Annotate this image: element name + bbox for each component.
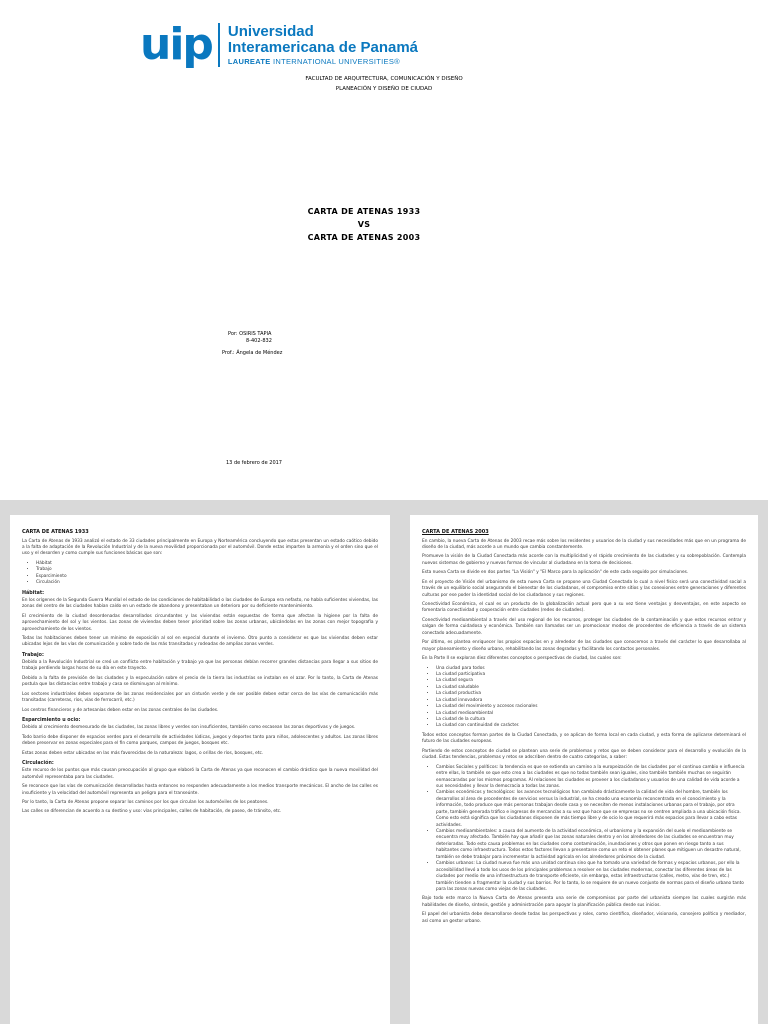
section-heading: CARTA DE ATENAS 2003 (422, 529, 489, 535)
paragraph: Conectividad Económica, el cual es un producto de la globalización actual pero que a su vez tiene ventajas y desventajas, en este aspecto se fomentaría conectividad y cooperación entre ciudades (redes de ciudades). (422, 602, 746, 614)
logo-line-3 (228, 58, 418, 66)
subheading-habitat: Hábitat: (22, 590, 45, 596)
paragraph: Por lo tanto, la Carta de Atenas propone separar los caminos por los que circulan los automóviles de los peatones. (22, 799, 269, 805)
subheading-circulacion: Circulación: (22, 761, 54, 766)
section-heading: CARTA DE ATENAS 1933 (22, 529, 89, 535)
list-item: • Cambios medioambientales: a causa del aumento de la actividad económica, el urbanismo y la expansión del suelo el medioambiente se encuentra muy afectado. También hay que añadir que las zonas naturales dentro y en los alrededores de las ciudades se encuentran muy deterioradas. Todo esto causa problemas en las ciudades como contaminación, inundaciones y otros que ponen en riesgo tanto a sus habitantes como infraestructura. Todos estos factores llevan a presentarse como un reto el obtener planes que mitiguen un desastre natural, también se debe trabajar para incrementar la actividad agrícola en los alrededores próximos de la ciudad. (436, 829, 746, 861)
paragraph: Debido a la Revolución Industrial se creó un conflicto entre habitación y trabajo ya que las personas debían recorrer grandes distancias para llegar a sus sitios de trabajo perdiendo largas horas de su día en este trayecto. (22, 660, 378, 672)
list-item: • La ciudad participativa (436, 672, 746, 678)
logo-line-1: Universidad (227, 22, 314, 40)
list-item: • Hábitat (36, 561, 378, 567)
list-item: • La ciudad saludable (436, 685, 746, 691)
paragraph: Todas las habitaciones deben tener un mínimo de exposición al sol en especial durante el invierno. Otro punto a considerar es que las viviendas deben estar ubicadas lejos de las vías de comunicación y sobre todo de las más transitadas y rodeadas de amplias zonas verdes. (22, 635, 378, 648)
program-name: PLANEACIÓN Y DISEÑO DE CIUDAD (335, 86, 433, 92)
cover-page (0, 0, 768, 500)
paragraph: En los orígenes de la Segunda Guerra Mundial el estado de las condiciones de habitabilidad o las ciudades de Europa era nefasto, no había suficientes viviendas, las zonas del centro de las ciudades habían caído en un estado de abandono y presentaban un deterioro por su deficiente mantenimiento. (22, 597, 378, 610)
faculty-name: FACULTAD DE ARQUITECTURA, COMUNICACIÓN Y DISEÑO (305, 76, 463, 82)
list-item: • Una ciudad para todos (436, 666, 746, 672)
paragraph: Por último, es plantea enriquecer los propios espacios en y alrededor de las ciudades que conocemos a través del carácter lo que desarrollaba al mayor planeamiento y diseño urbano, rehabilitando las zonas degradas y facilitando los contactos personales. (422, 640, 746, 652)
list-item: • Cambios urbanos: La ciudad nueva fue más una unidad continua sino que ha tomado una variedad de formas y espacios urbanos, por ello la accesibilidad llevó a todo los usos de los principales problemas a resolver en las ciudades modernas, conectar las diferentes áreas de las ciudades por medio de una infraestructura de transporte eficiente, sin embargo, estas infraestructuras (calles, metro, vías de tren, etc.) también tienden a fragmentar la ciudad y sus barrios. Por lo tanto, lo se requiere de un nuevo conjunto de normas para el diseño urbano tanto para las zonas nuevas como viejas de las ciudades. (436, 861, 746, 893)
paragraph: Estas zonas deben estar ubicadas en las más favorecidas de la naturaleza: lagos, o orillas de ríos, bosques, etc. (22, 750, 264, 756)
paragraph: Se reconoce que las vías de comunicación desarrolladas hasta entonces no responden adecuadamente a los medios transporte mecánicos. El ancho de las calles es insuficiente y la velocidad del automóvil representa un peligro para el transeúnte. (22, 784, 378, 796)
list-item: • Circulación (36, 580, 378, 586)
paragraph: En cambio, la nueva Carta de Atenas de 2003 recae más sobre los residentes y usuarios de la ciudad y sus necesidades más que en un programa de diseño de la ciudad, más acorde a un mundo que cambia constantemente. (422, 538, 746, 550)
paragraph: Esta nueva Carta se divide en dos partes "La Visión" y "El Marco para la aplicación" de este cada seguido por simulaciones. (422, 570, 689, 576)
list-item: • La ciudad de la cultura (436, 717, 746, 723)
logo-divider (218, 23, 220, 67)
subheading-esparcimiento: Esparcimiento u ocio: (22, 718, 81, 724)
title-line-2: VS (357, 220, 371, 229)
paragraph: Este recurso de los puntos que más causan preocupación al grupo que elaboró la Carta de Atenas ya que reconocen el cambio drástico que la nueva movilidad del automóvil representaba para las ciudades. (22, 768, 378, 780)
list-item: • Esparcimiento (36, 574, 378, 580)
paragraph: La Carta de Atenas de 1933 analizó el estado de 33 ciudades principalmente en Europa y Norteamérica concluyendo que estas presentan un estado caótico debido a la falta de adaptación de la Revolución Industrial y de la nueva movilidad proporcionada por el automóvil. Donde estas imparten la armonía y el orden sino que el uso y el desorden y como cumple sus funciones básicas que son: (22, 538, 378, 557)
list-item: • La ciudad con continuidad de carácter. (436, 723, 746, 729)
paragraph: Conectividad medioambiental a través del uso regional de los recursos, proteger las ciudades de la contaminación y que estos recursos entrar y salgan de forma cuidadosa y económica. También son llamados ser un promocionar modos de procedentes de eficiencia a través de un sistema conectado adecuadamente. (422, 617, 746, 636)
list-item: • La ciudad del movimiento y accesos racionales (436, 704, 746, 710)
logo-text (228, 24, 418, 66)
author-name: Por: OSIRIS TAPIA (228, 331, 272, 337)
changes-list (436, 765, 746, 894)
subheading-trabajo: Trabajo: (22, 652, 44, 658)
title-line-1: CARTA DE ATENAS 1933 (307, 207, 421, 216)
professor-name: Prof.: Ángela de Méndez (222, 350, 283, 356)
list-item: • La ciudad innovadora (436, 698, 746, 704)
student-id: 8-402-832 (246, 338, 272, 344)
paragraph: El papel del urbanista debe desarrollarse desde todas las perspectivas y roles, como científico, diseñador, visionario, consejero político y mediador, así como un gestor urbano. (422, 912, 746, 924)
paragraph: El crecimiento de la ciudad desordenadas desarrollados circundantes y las viviendas están expuestas de forma que afectan la higiene por la falta de aprovechamiento del sol y los vientos. Las zonas de viviendas deben tener prioridad sobre las zonas urbanas, ubicándolas en las zonas con mejor topografía y aprovechamiento de los vientos. (22, 613, 378, 632)
paragraph: Debido a la falta de previsión de las ciudades y la especulación sobre el precio de la tierra las industrias se instalan en el azar. Por lo tanto, la Carta de Atenas postula que las distancias entre trabajo y casa se disminuyan al mínimo. (22, 675, 378, 688)
paragraph: Todo barrio debe disponer de espacios verdes para el desarrollo de actividades lúdicas, juegos y deportes tanto para niños, adolescentes y adultos. Las zonas libres deben preservar en zonas especiales para el fin como parques, campos de juegos, bosques etc. (22, 734, 378, 747)
list-item: • La ciudad productiva (436, 691, 746, 697)
paragraph: En la Parte II se exploran diez diferentes conceptos o perspectivas de ciudad, las cuales son: (422, 656, 622, 662)
paragraph: En el proyecto de Visión del urbanismo de esta nueva Carta se propone una Ciudad Conectada lo cual a nivel físico será una conectividad social a través de un equilibrio social asegurando el bienestar de los ciudadanos, el compromiso entre sitios y las conexiones entre generaciones y diferentes culturas por ese poder la identidad social de los ciudadanos y sus regiones. (422, 579, 746, 598)
paragraph: Los centros financieros y de artesanías deben estar en las zonas centrales de las ciudades. (22, 707, 219, 713)
paragraph: Los sectores industriales deben separarse de las zonas residenciales por un cinturón verde y de ser posible deben estar cerca de las vías de comunicación más transitadas (carreteras, ríos, vías de ferrocarril, etc.) (22, 691, 378, 704)
logo-mark: uip (140, 19, 212, 70)
submission-date: 13 de febrero de 2017 (226, 460, 282, 466)
paragraph: Bajo todo este marco la Nueva Carta de Atenas presenta una serie de compromisos por parte del urbanista siempre las cuales surgirán más habilidades de diseño, síntesis, gestión y administración para apoyar la planificación pública desde sus inicios. (422, 896, 746, 908)
paragraph: Todos estos conceptos forman partes de la Ciudad Conectada, y se aplican de forma local en cada ciudad, y esta forma de aplicarse determinará el futuro de las ciudades europeas. (422, 732, 746, 745)
page-carta-1933 (10, 515, 390, 1024)
list-item: • Trabajo (36, 567, 378, 573)
page-carta-2003 (410, 515, 758, 1024)
paragraph: Promueve la visión de la Ciudad Conectada más acorde con la multiplicidad y el rápido crecimiento de las ciudades y su sobrepoblación. Contempla nuevos sistemas de gobierno y nuevas formas de vincular al ciudadano en la toma de decisiones. (422, 554, 746, 566)
logo-network: INTERNATIONAL UNIVERSITIES® (270, 57, 400, 67)
list-item: • La ciudad segura (436, 678, 746, 684)
paragraph: Debido al crecimiento desmesurado de las ciudades, las zonas libres y verdes son insuficientes, también como escasean las zonas deportivas y de juegos. (22, 725, 356, 731)
paragraph: Las calles se diferencian de acuerdo a su destino y uso: vías principales, calles de habitación, de paseo, de tránsito, etc. (22, 809, 282, 815)
paragraph: Partiendo de estos conceptos de ciudad se plantean una serie de problemas y retos que se deben considerar para el desarrollo y evolución de la ciudad. Estas tendencias, problemas y retos se adscriben dentro de cuatro categorías, a saber: (422, 748, 746, 761)
city-concepts-list (436, 666, 746, 730)
list-item: • Cambios económicos y tecnológicos: los avances tecnológicos han cambiado drásticamente la calidad de vida del hombre, también los desarrollos al área de procedentes de servicios versus la industrial, se ha creado una economía reconcentrada en el conocimiento y la información, todo produce que más personas trabajan desde casa y se necesiten de menos instalaciones urbanas para el trabajo, por otra parte, también generada tráfico e ingresos de mercancías a su vez que hace que se empresas no se centren ampliada a una ubicación física. Como esto está significa que los ciudadanos disponen de más tiempo libre y de ocio lo que requerirá más espacios para llevar a cabo estas actividades. (436, 790, 746, 829)
functions-list (36, 561, 378, 587)
title-line-3: CARTA DE ATENAS 2003 (307, 233, 421, 242)
list-item: • Cambios Sociales y políticos: la tendencia es que se extienda un camino a la europeización de las ciudades por el continuo cambio e influencia entre ellas, lo también se que esto crea a las ciudades es que no todas también sean iguales, sino también también muchas se seguirán enmascaradas por los mismos programas. Al relaciones las ciudades es proveer a los ciudadanos y usuarios de una calidad de vida acorde a sus necesidades y llevar la democracia a todas las zonas. (436, 765, 746, 791)
university-logo (140, 18, 418, 72)
logo-laureate: LAUREATE (227, 57, 271, 67)
list-item: • La ciudad medioambiental (436, 711, 746, 717)
logo-line-2: Interamericana de Panamá (227, 38, 418, 56)
